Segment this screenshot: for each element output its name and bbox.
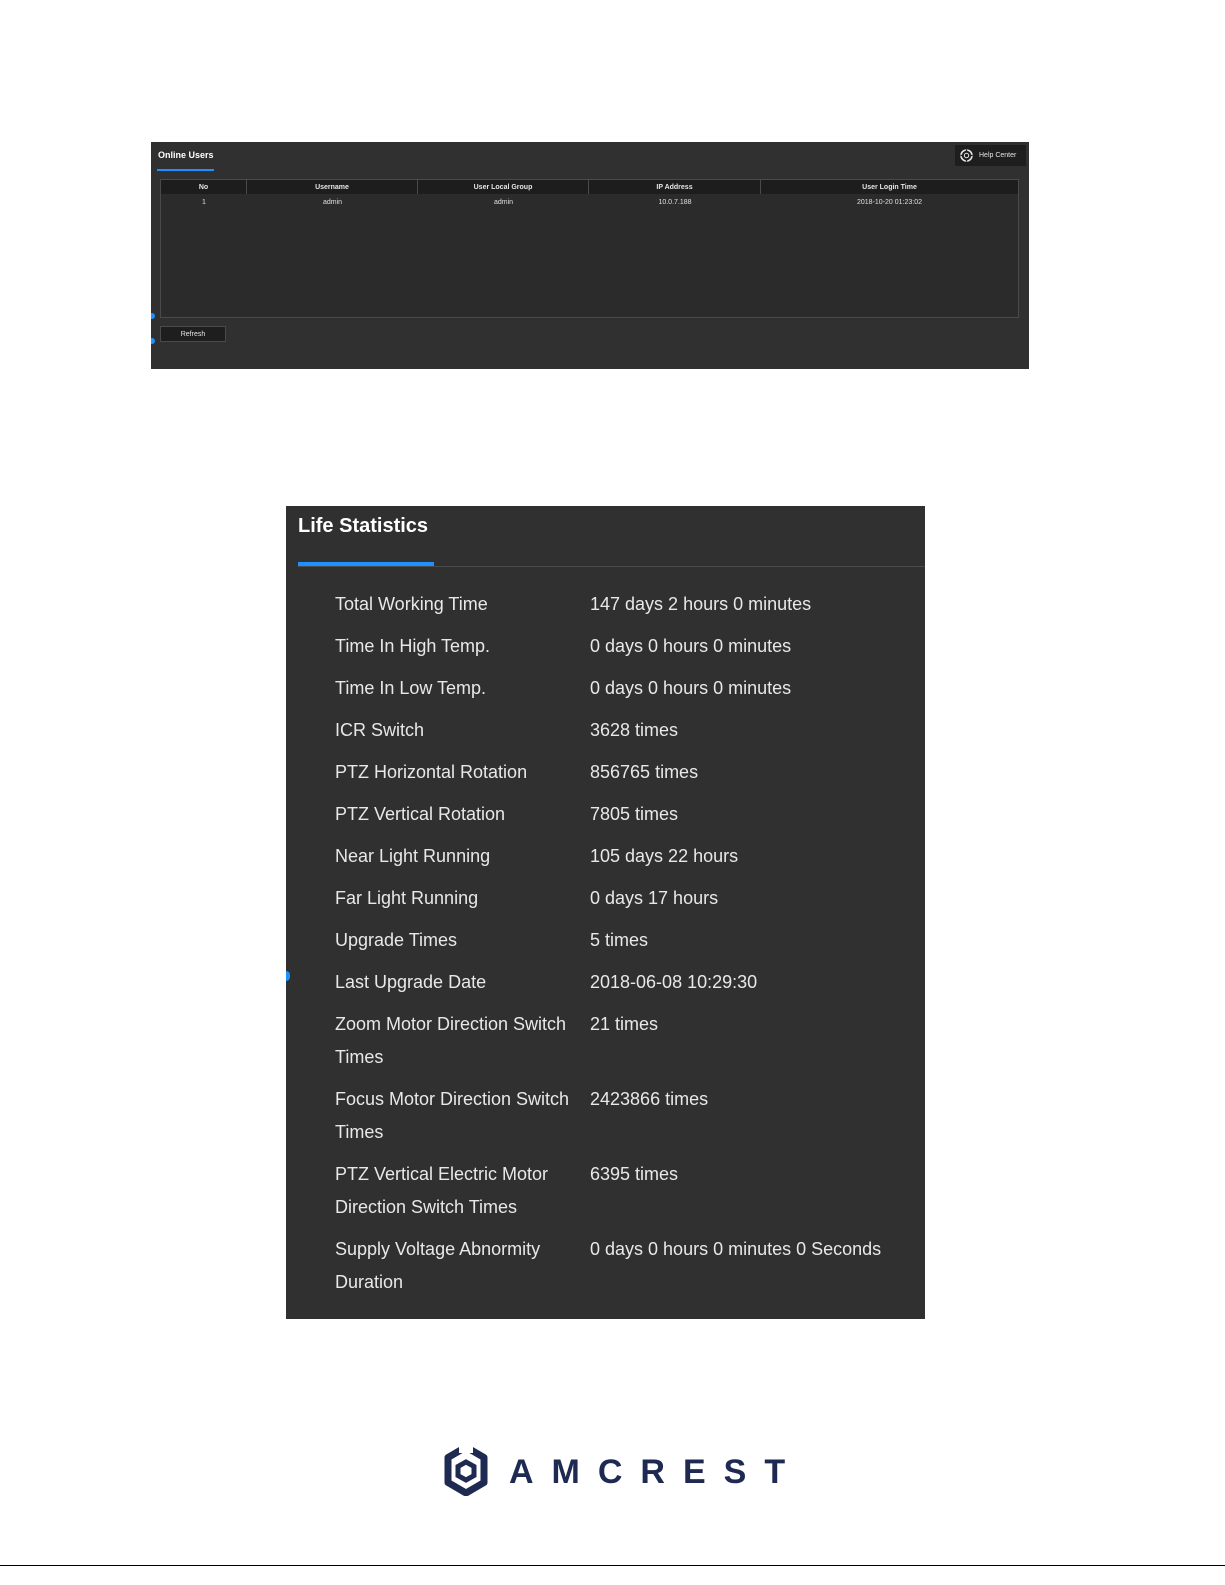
- stat-value: 0 days 0 hours 0 minutes 0 Seconds: [590, 1239, 882, 1259]
- list-item: [335, 1008, 915, 1074]
- stat-label: Time In High Temp.: [335, 636, 491, 656]
- column-header-login-time: User Login Time: [862, 183, 917, 191]
- list-item: [335, 966, 915, 999]
- stat-label: Upgrade Times: [335, 930, 458, 950]
- stat-label: Supply Voltage Abnormity Duration: [335, 1239, 541, 1292]
- stat-label: Time In Low Temp.: [335, 678, 487, 698]
- stat-value: 6395 times: [590, 1164, 679, 1184]
- list-item: [335, 840, 915, 873]
- stat-label: Near Light Running: [335, 846, 491, 866]
- stat-value: 7805 times: [590, 804, 679, 824]
- stat-value: 147 days 2 hours 0 minutes: [590, 594, 812, 614]
- list-item: [335, 672, 915, 705]
- stat-value: 5 times: [590, 930, 649, 950]
- brand-name: AMCREST: [509, 1453, 804, 1491]
- cell-username: admin: [322, 198, 343, 206]
- stat-label: PTZ Horizontal Rotation: [335, 762, 528, 782]
- stat-label: Last Upgrade Date: [335, 972, 487, 992]
- stat-label: ICR Switch: [335, 720, 425, 740]
- cell-group: admin: [493, 198, 514, 206]
- amcrest-logo: [443, 1444, 803, 1501]
- column-header-ip: IP Address: [589, 180, 761, 194]
- list-item: [335, 756, 915, 789]
- online-users-panel: [151, 142, 1029, 369]
- stat-label: PTZ Vertical Electric Motor Direction Switch Times: [335, 1164, 549, 1217]
- stat-label: Far Light Running: [335, 888, 479, 908]
- online-users-table: [160, 179, 1019, 318]
- column-header-username: Username: [247, 180, 418, 194]
- stat-label: Focus Motor Direction Switch Times: [335, 1089, 570, 1142]
- stat-value: 0 days 0 hours 0 minutes: [590, 678, 792, 698]
- stat-label: Total Working Time: [335, 594, 488, 614]
- list-item: [335, 1233, 915, 1299]
- edge-indicator: [286, 971, 290, 981]
- stat-value: 2423866 times: [590, 1089, 709, 1109]
- stat-label: PTZ Vertical Rotation: [335, 804, 506, 824]
- stat-value: 856765 times: [590, 762, 699, 782]
- stat-value: 3628 times: [590, 720, 679, 740]
- table-row[interactable]: [161, 194, 1018, 210]
- help-center-button[interactable]: [955, 145, 1026, 166]
- divider: [298, 566, 925, 567]
- cell-ip: 10.0.7.188: [658, 198, 692, 206]
- panel-title: Online Users: [158, 150, 214, 160]
- stat-value: 0 days 0 hours 0 minutes: [590, 636, 792, 656]
- list-item: [335, 924, 915, 957]
- column-header-group: User Local Group: [418, 180, 589, 194]
- statistics-list: [335, 588, 915, 1308]
- stat-value: 21 times: [590, 1014, 659, 1034]
- amcrest-logo-icon: [443, 1444, 489, 1501]
- stat-value: 105 days 22 hours: [590, 846, 739, 866]
- list-item: [335, 882, 915, 915]
- table-header: [161, 180, 1018, 194]
- list-item: [335, 588, 915, 621]
- panel-title: Life Statistics: [298, 515, 429, 537]
- life-statistics-panel: [286, 506, 925, 1319]
- list-item: [335, 714, 915, 747]
- cell-login-time: 2018-10-20 01:23:02: [857, 198, 922, 206]
- help-center-label: Help Center: [979, 152, 1017, 159]
- edge-indicator: [151, 313, 155, 319]
- title-underline: [157, 169, 214, 171]
- list-item: [335, 798, 915, 831]
- help-icon: [960, 149, 973, 162]
- list-item: [335, 1158, 915, 1224]
- stat-value: 0 days 17 hours: [590, 888, 719, 908]
- footer-divider: [0, 1565, 1225, 1566]
- stat-label: Zoom Motor Direction Switch Times: [335, 1014, 567, 1067]
- edge-indicator: [151, 338, 155, 344]
- stat-value: 2018-06-08 10:29:30: [590, 972, 758, 992]
- cell-no: 1: [202, 198, 206, 206]
- refresh-button[interactable]: Refresh: [160, 326, 226, 342]
- list-item: [335, 1083, 915, 1149]
- column-header-no: No: [161, 180, 247, 194]
- list-item: [335, 630, 915, 663]
